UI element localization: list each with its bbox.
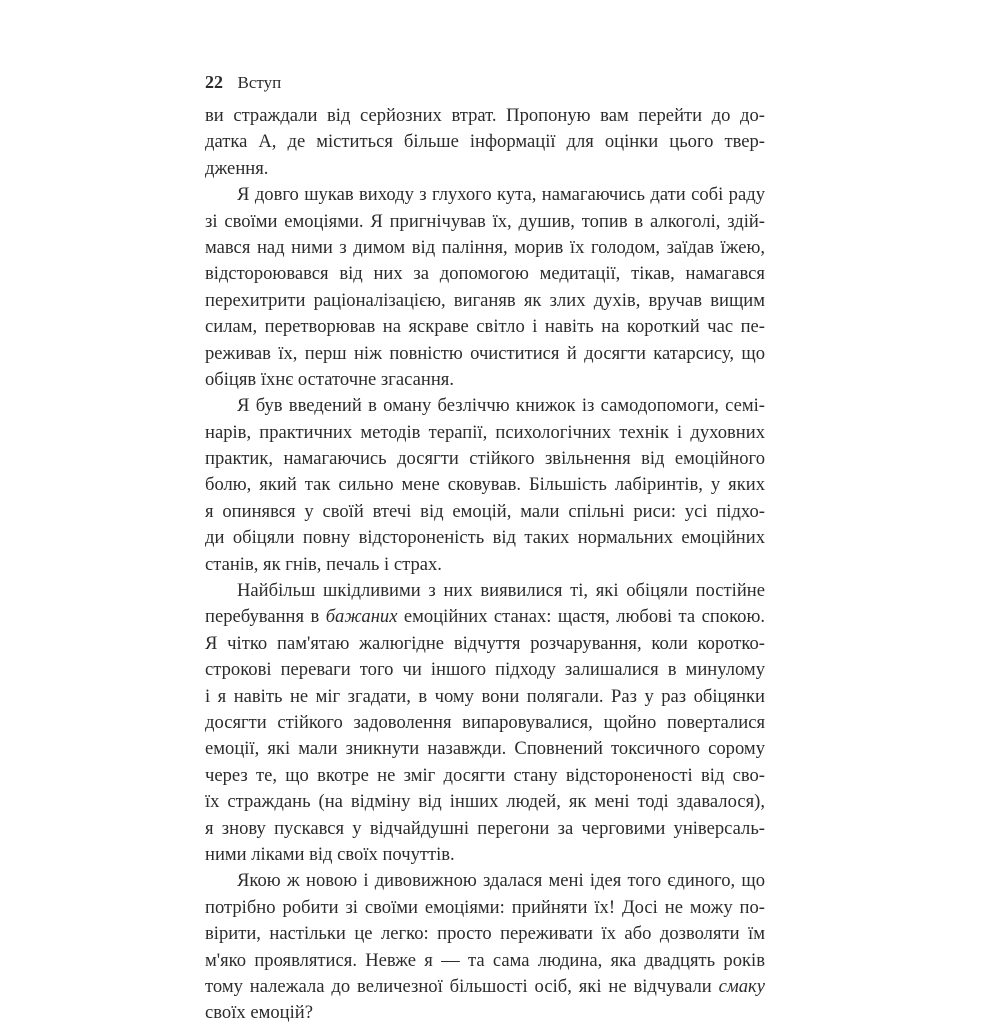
text-line: емоції, які мали зникнути назавжди. Сповнений токсичного сорому bbox=[205, 738, 765, 760]
text-line: строкові переваги того чи іншого підходу залишалися в минулому bbox=[205, 659, 765, 681]
text-line: Я був введений в оману безліччю книжок із самодопомоги, семі- bbox=[237, 395, 765, 417]
text-line: вірити, настільки це легко: просто переживати їх або дозволяти їм bbox=[205, 923, 765, 945]
text-line: обіцяв їхнє остаточне згасання. bbox=[205, 368, 454, 390]
text-line: реживав їх, перш ніж повністю очиститися й досягти катарсису, що bbox=[205, 342, 765, 364]
text-line: я опинявся у своїй втечі від емоцій, мали спільні риси: усі підхо- bbox=[205, 500, 765, 522]
text-line: болю, який так сильно мене сковував. Більшість лабіринтів, у яких bbox=[205, 474, 765, 496]
text-line: м'яко проявлятися. Невже я — та сама людина, яка двадцять років bbox=[205, 949, 765, 971]
text-line: їх страждань (на відміну від інших людей, як мені тоді здавалося), bbox=[205, 791, 765, 813]
running-head bbox=[205, 70, 281, 95]
text-line: і я навіть не міг згадати, в чому вони полягали. Раз у раз обіцянки bbox=[205, 685, 765, 707]
text-line: датка А, де міститься більше інформації для оцінки цього твер- bbox=[205, 131, 765, 153]
emphasis-text: бажаних bbox=[325, 606, 398, 628]
text-line: Найбільш шкідливими з них виявилися ті, які обіцяли постійне bbox=[237, 580, 765, 602]
text-line: нарів, практичних методів терапії, психологічних технік і духовних bbox=[205, 421, 765, 443]
text-line: своїх емоцій? bbox=[205, 1002, 313, 1024]
text-line: ними ліками від своїх почуттів. bbox=[205, 843, 455, 865]
body-text bbox=[205, 103, 765, 1027]
text-line: тому належала до величезної більшості осіб, які не відчували смаку bbox=[205, 975, 765, 997]
text-line: станів, як гнів, печаль і страх. bbox=[205, 553, 442, 575]
text-line: ви страждали від серйозних втрат. Пропоную вам перейти до до- bbox=[205, 105, 765, 126]
text-line: я знову пускався у відчайдушні перегони за черговими універсаль- bbox=[205, 817, 765, 839]
text-line: потрібно робити зі своїми емоціями: прийняти їх! Досі не можу по- bbox=[205, 896, 765, 918]
text-line: силам, перетворював на яскраве світло і навіть на короткий час пе- bbox=[205, 316, 765, 338]
text-line: Я довго шукав виходу з глухого кута, намагаючись дати собі раду bbox=[237, 184, 765, 206]
paragraph bbox=[205, 578, 765, 868]
text-line: мався над ними з димом від паління, морив їх голодом, заїдав їжею, bbox=[205, 236, 765, 258]
paragraph bbox=[205, 393, 765, 578]
paragraph bbox=[205, 103, 765, 182]
emphasis-text: смаку bbox=[718, 975, 765, 997]
paragraph bbox=[205, 182, 765, 393]
text-line: перехитрити раціоналізацією, виганяв як злих духів, вручав вищим bbox=[205, 289, 765, 311]
text-line: ди обіцяли повну відстороненість від таких нормальних емоційних bbox=[205, 527, 765, 549]
text-line: відстороювався від них за допомогою медитації, тікав, намагався bbox=[205, 263, 765, 285]
text-line: перебування в бажаних емоційних станах: щастя, любові та спокою. bbox=[205, 606, 765, 628]
text-line: Я чітко пам'ятаю жалюгідне відчуття розчарування, коли коротко- bbox=[205, 632, 765, 654]
text-line: Якою ж новою і дивовижною здалася мені ідея того єдиного, що bbox=[237, 870, 765, 892]
text-line: через те, що вкотре не зміг досягти стану відстороненості від сво- bbox=[205, 764, 765, 786]
page-number: 22 bbox=[205, 72, 223, 92]
text-line: дження. bbox=[205, 157, 269, 179]
text-line: досягти стійкого задоволення випаровувалися, щойно поверталися bbox=[205, 711, 765, 733]
section-title: Вступ bbox=[237, 73, 282, 92]
text-line: практик, намагаючись досягти стійкого звільнення від емоційного bbox=[205, 448, 765, 470]
paragraph bbox=[205, 868, 765, 1026]
text-line: зі своїми емоціями. Я пригнічував їх, душив, топив в алкоголі, здій- bbox=[205, 210, 765, 232]
